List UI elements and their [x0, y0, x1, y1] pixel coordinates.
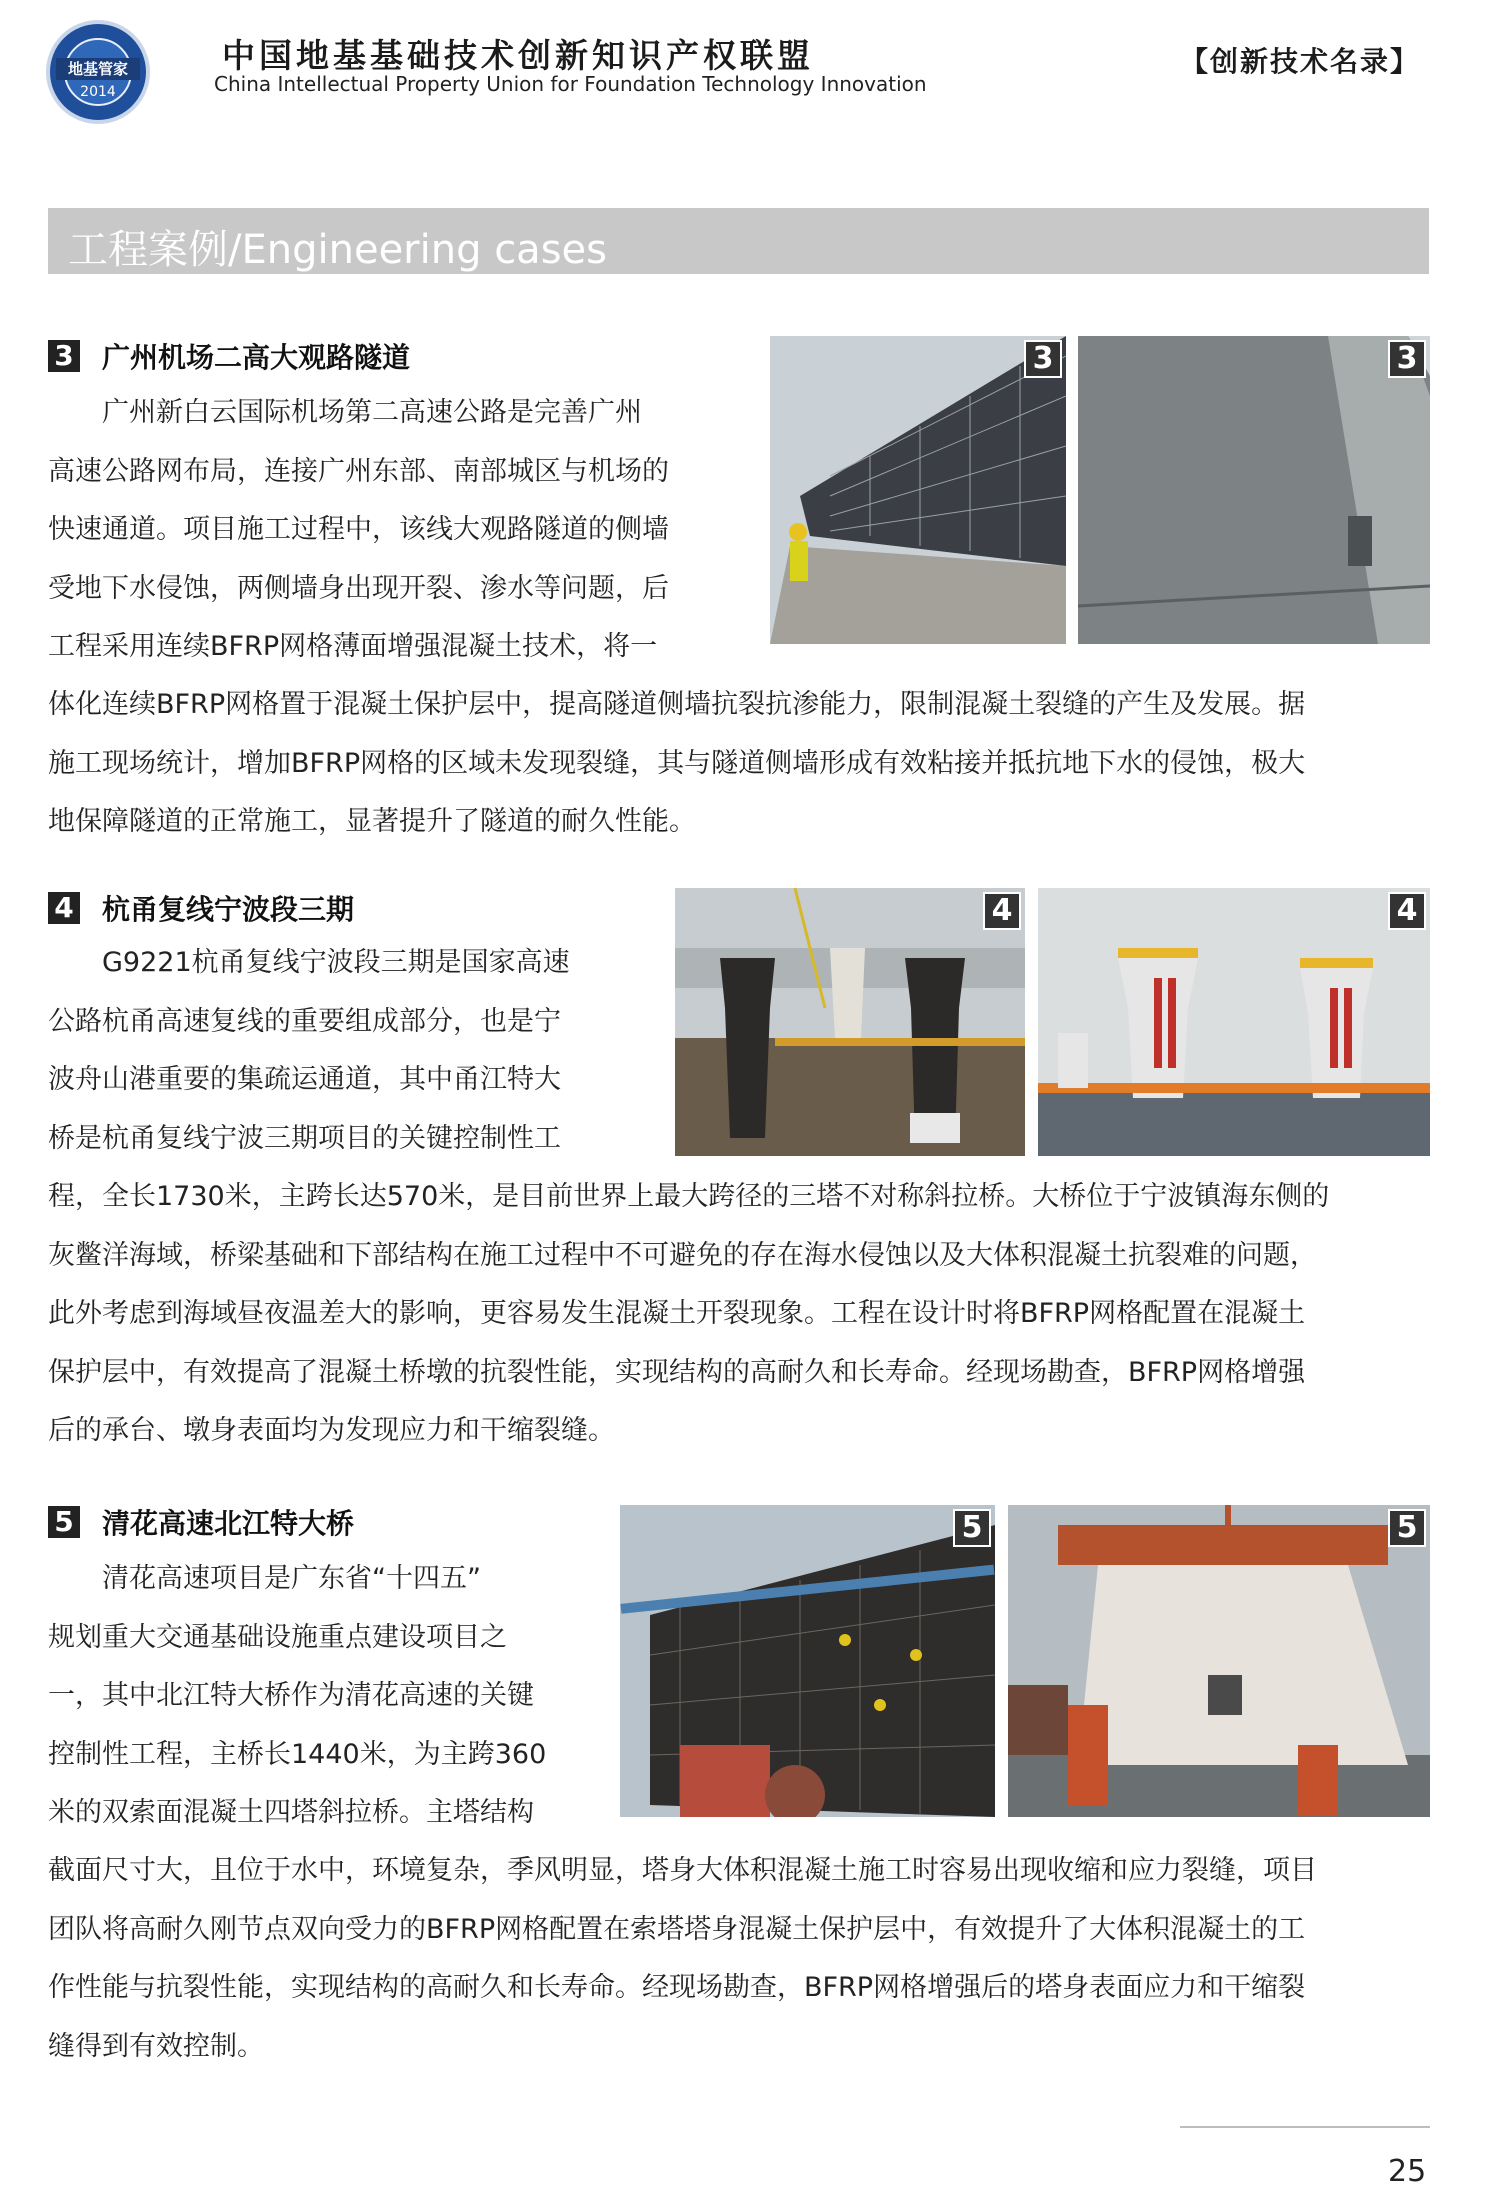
page-number: 25: [1388, 2154, 1427, 2189]
text-line: 作性能与抗裂性能，实现结构的高耐久和长寿命。经现场勘查，BFRP网格增强后的塔身表面应力和干缩裂: [48, 1972, 1306, 2003]
case-5-paragraph-top: [48, 1550, 588, 1843]
case-title: 清花高速北江特大桥: [102, 1507, 355, 1540]
text-line: 规划重大交通基础设施重点建设项目之: [48, 1621, 507, 1653]
catalog-label: 【创新技术名录】: [1180, 45, 1421, 78]
text-line: 后的承台、墩身表面均为发现应力和干缩裂缝。: [48, 1415, 615, 1446]
text-line: 地保障隧道的正常施工，显著提升了隧道的耐久性能。: [48, 806, 696, 837]
text-line: 保护层中，有效提高了混凝土桥墩的抗裂性能，实现结构的高耐久和长寿命。经现场勘查，BFRP网格增强: [48, 1356, 1306, 1388]
case-4-paragraph-top: [48, 934, 648, 1168]
alliance-logo: [46, 20, 150, 124]
text-line: 广州新白云国际机场第二高速公路是完善广州: [48, 397, 642, 428]
bridge-pier-finished-photo: [1038, 888, 1430, 1156]
section-header: [48, 208, 1429, 274]
photo-badge: 5: [953, 1509, 991, 1547]
tower-rebar-photo: [620, 1505, 995, 1817]
text-line: 桥是杭甬复线宁波三期项目的关键控制性工: [48, 1122, 561, 1154]
tower-base-photo: [1008, 1505, 1430, 1817]
text-line: 公路杭甬高速复线的重要组成部分，也是宁: [48, 1005, 561, 1037]
case-title: 广州机场二高大观路隧道: [102, 341, 411, 374]
header-title-cn: 中国地基基础技术创新知识产权联盟: [222, 36, 814, 75]
logo-text: 地基管家: [56, 58, 140, 80]
case-3-paragraph-top: [48, 384, 738, 677]
text-line: 此外考虑到海域昼夜温差大的影响，更容易发生混凝土开裂现象。工程在设计时将BFRP网格配置在混凝土: [48, 1298, 1306, 1329]
photo-badge: 5: [1388, 1509, 1426, 1547]
case-4-paragraph-bottom: [48, 1168, 1430, 1461]
logo-year: 2014: [80, 84, 116, 100]
text-line: 缝得到有效控制。: [48, 2030, 264, 2062]
case-heading-5: [48, 1502, 354, 1542]
photo-badge: 3: [1388, 340, 1426, 378]
text-line: 程，全长1730米，主跨长达570米，是目前世界上最大跨径的三塔不对称斜拉桥。大桥位于宁波镇海东侧的: [48, 1181, 1330, 1212]
text-line: 米的双索面混凝土四塔斜拉桥。主塔结构: [48, 1797, 534, 1828]
text-line: 工程采用连续BFRP网格薄面增强混凝土技术，将一: [48, 631, 658, 662]
text-line: 一，其中北江特大桥作为清花高速的关键: [48, 1680, 534, 1711]
case-3-paragraph-bottom: [48, 676, 1430, 852]
text-line: 清花高速项目是广东省“十四五”: [48, 1563, 481, 1594]
tunnel-mesh-photo: [770, 336, 1066, 644]
bridge-pier-rebar-photo: [675, 888, 1025, 1156]
text-line: G9221杭甬复线宁波段三期是国家高速: [48, 947, 570, 978]
text-line: 体化连续BFRP网格置于混凝土保护层中，提高隧道侧墙抗裂抗渗能力，限制混凝土裂缝的产生及发展。据: [48, 689, 1306, 720]
case-number: 4: [48, 892, 80, 924]
text-line: 团队将高耐久刚节点双向受力的BFRP网格配置在索塔塔身混凝土保护层中，有效提升了大体积混凝土的工: [48, 1913, 1306, 1945]
header-title-en: China Intellectual Property Union for Foundation Technology Innovation: [214, 72, 927, 96]
photo-badge: 4: [983, 892, 1021, 930]
text-line: 快速通道。项目施工过程中，该线大观路隧道的侧墙: [48, 514, 669, 545]
text-line: 受地下水侵蚀，两侧墙身出现开裂、渗水等问题，后: [48, 572, 669, 604]
case-number: 3: [48, 340, 80, 372]
photo-badge: 4: [1388, 892, 1426, 930]
text-line: 控制性工程，主桥长1440米，为主跨360: [48, 1738, 547, 1770]
case-5-paragraph-bottom: [48, 1842, 1430, 2076]
text-line: 波舟山港重要的集疏运通道，其中甬江特大: [48, 1064, 561, 1095]
text-line: 高速公路网布局，连接广州东部、南部城区与机场的: [48, 455, 669, 487]
text-line: 截面尺寸大，且位于水中，环境复杂，季风明显，塔身大体积混凝土施工时容易出现收缩和应力裂缝，项目: [48, 1855, 1317, 1886]
text-line: 灰鳖洋海域，桥梁基础和下部结构在施工过程中不可避免的存在海水侵蚀以及大体积混凝土抗裂难的问题，: [48, 1239, 1317, 1271]
text-line: 施工现场统计，增加BFRP网格的区域未发现裂缝，其与隧道侧墙形成有效粘接并抵抗地下水的侵蚀，极大: [48, 747, 1306, 779]
case-heading-4: [48, 888, 354, 928]
photo-badge: 3: [1024, 340, 1062, 378]
footer-rule: [1180, 2126, 1430, 2128]
case-heading-3: [48, 336, 410, 376]
tunnel-wall-photo: [1078, 336, 1430, 644]
section-title: 工程案例/Engineering cases: [68, 227, 607, 273]
case-number: 5: [48, 1506, 80, 1538]
case-title: 杭甬复线宁波段三期: [102, 893, 355, 926]
